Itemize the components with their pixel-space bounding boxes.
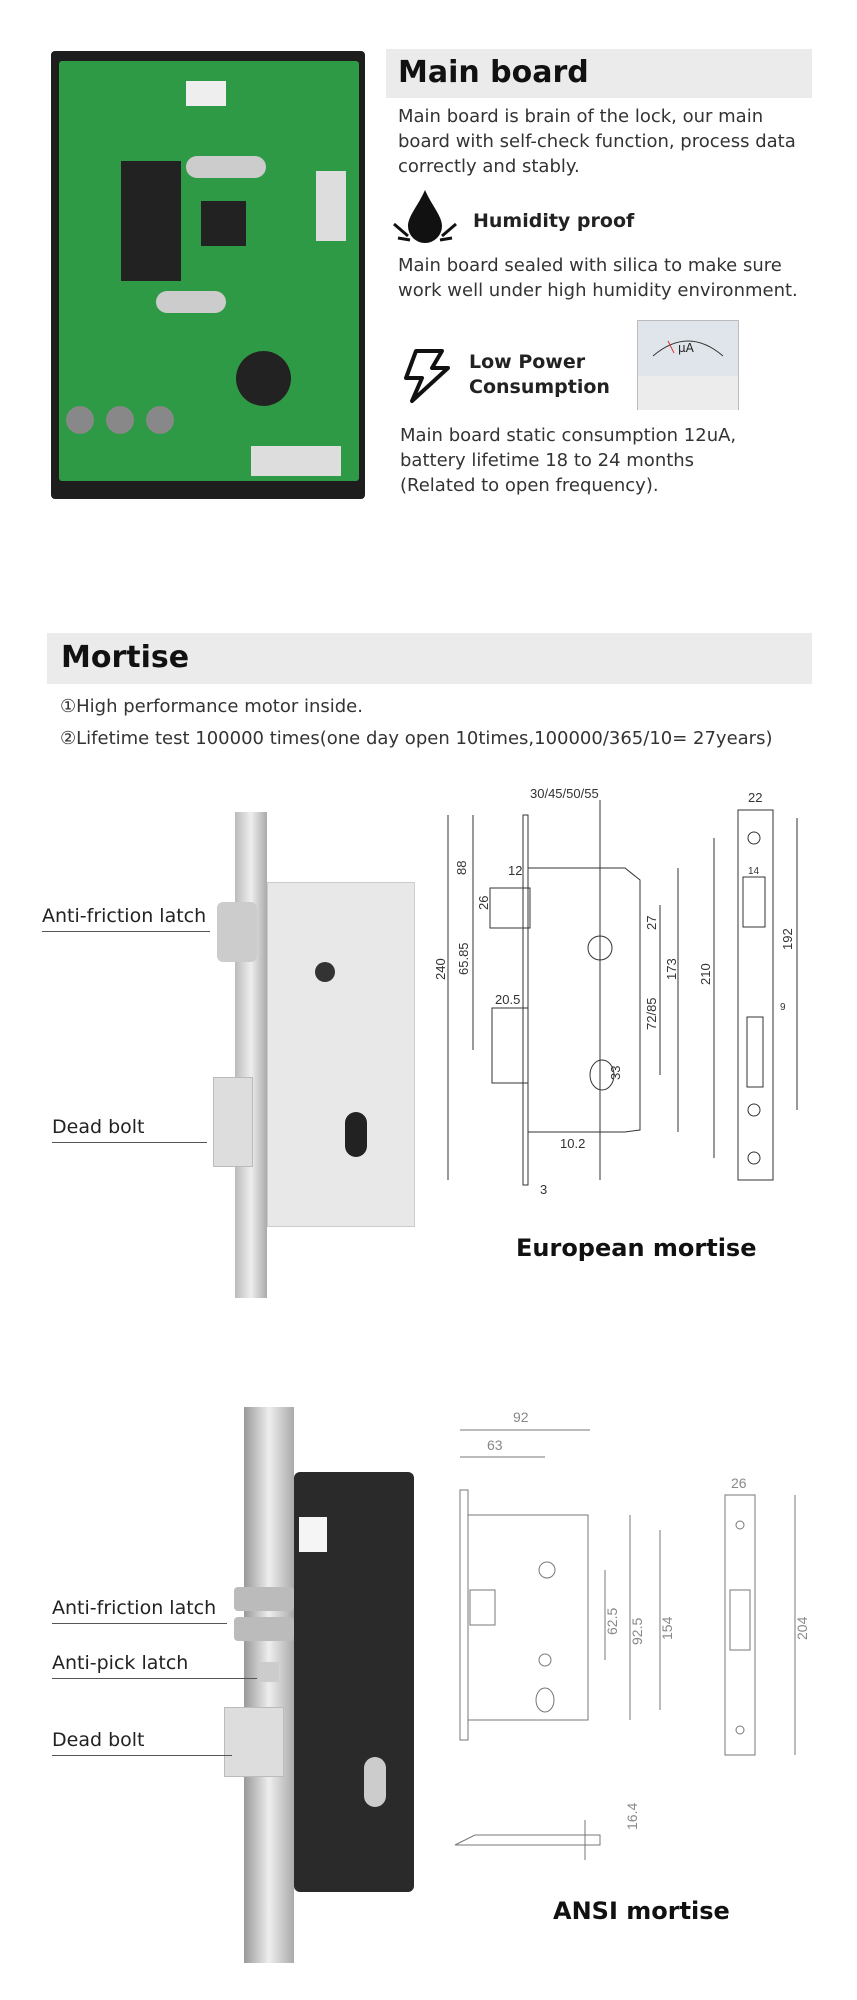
humidity-proof-text: Main board sealed with silica to make sure work well under high humidity environment. [398, 255, 798, 301]
dim-label: 33 [608, 1065, 623, 1080]
mortise-point-2: ②Lifetime test 100000 times(one day open 10times,100000/365/10= 27years) [60, 728, 773, 749]
dim-label: 3 [540, 1182, 548, 1197]
lightning-icon [402, 348, 452, 404]
dim-label: 92 [513, 1409, 529, 1425]
european-label-dead-bolt: Dead bolt [52, 1116, 207, 1143]
low-power-text-line1: Main board static consumption 12uA, [400, 425, 737, 446]
european-label-anti-friction-latch: Anti-friction latch [42, 905, 210, 932]
mortise-point-1: ①High performance motor inside. [60, 696, 363, 717]
dim-label: 26 [476, 895, 491, 910]
meter-unit: μA [678, 341, 694, 355]
dim-label: 154 [659, 1616, 675, 1640]
dim-label: 26 [731, 1475, 747, 1491]
low-power-title-line1: Low Power [469, 351, 586, 373]
dim-label: 88 [454, 860, 469, 875]
low-power-title-line2: Consumption [469, 376, 610, 398]
microammeter-photo [637, 320, 739, 410]
dim-label: 10.2 [560, 1136, 586, 1151]
ansi-mortise-photo [224, 1407, 419, 1963]
low-power-text [400, 423, 736, 498]
dim-label: 9 [780, 1002, 786, 1013]
dim-label: 92.5 [629, 1617, 645, 1645]
dim-label: 192 [780, 928, 795, 950]
european-mortise-photo [205, 812, 415, 1298]
dim-label: 14 [748, 866, 760, 877]
dim-label: 16.4 [624, 1802, 640, 1830]
main-board-photo [51, 51, 365, 499]
dim-label: 20.5 [495, 992, 521, 1007]
ansi-mortise-drawing [435, 1400, 825, 1880]
dim-label: 72/85 [644, 997, 659, 1030]
humidity-proof-title: Humidity proof [473, 210, 635, 232]
low-power-title [469, 350, 610, 400]
dim-label: 62.5 [604, 1607, 620, 1635]
ansi-label-dead-bolt: Dead bolt [52, 1729, 232, 1756]
low-power-text-line3: (Related to open frequency). [400, 475, 659, 496]
european-mortise-drawing [433, 780, 840, 1210]
ansi-label-anti-pick-latch: Anti-pick latch [52, 1652, 257, 1679]
main-board-intro: Main board is brain of the lock, our main board with self-check function, process data correctly and stably. [398, 106, 796, 177]
dim-label: 12 [508, 863, 523, 878]
water-drop-icon [390, 188, 460, 246]
low-power-text-line2: battery lifetime 18 to 24 months [400, 450, 695, 471]
dim-label: 30/45/50/55 [530, 786, 599, 801]
dim-label: 204 [794, 1616, 810, 1640]
dim-label: 173 [664, 958, 679, 980]
dim-label: 22 [748, 790, 763, 805]
ansi-mortise-caption: ANSI mortise [553, 1897, 730, 1925]
european-mortise-caption: European mortise [516, 1234, 757, 1262]
dim-label: 63 [487, 1437, 503, 1453]
dim-label: 27 [644, 915, 659, 930]
dim-label: 210 [698, 963, 713, 985]
dim-label: 65.85 [456, 942, 471, 975]
dim-label: 240 [433, 958, 448, 980]
mortise-heading: Mortise [47, 633, 812, 684]
ansi-label-anti-friction-latch: Anti-friction latch [52, 1597, 227, 1624]
main-board-heading: Main board [386, 49, 812, 98]
